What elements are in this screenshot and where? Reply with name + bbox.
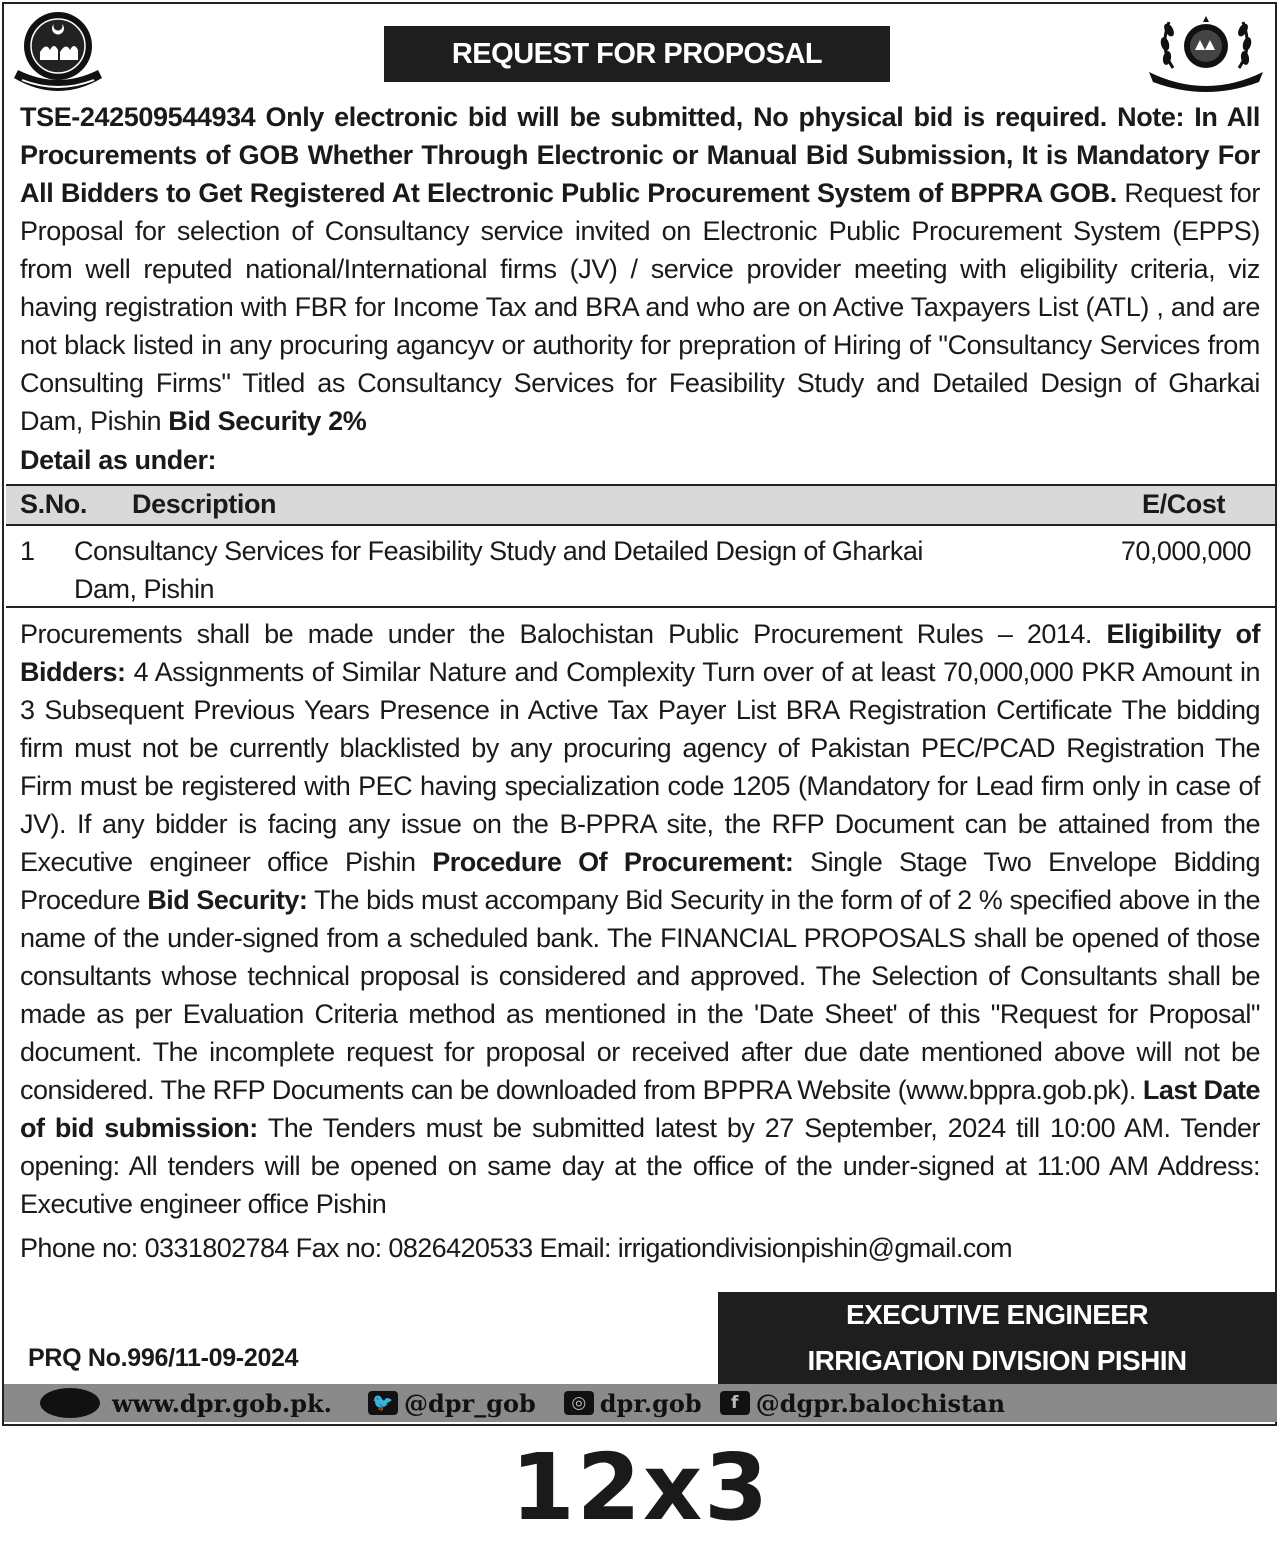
facebook-icon: f <box>720 1391 750 1415</box>
instagram-icon: ◎ <box>564 1391 594 1415</box>
intro-paragraph <box>20 98 1260 440</box>
header-cost: E/Cost <box>1142 489 1226 519</box>
intro-bid-security: Bid Security 2% <box>168 406 367 436</box>
page-title: REQUEST FOR PROPOSAL <box>384 26 890 82</box>
last-date-text: The Tenders must be submitted latest by 27 September, 2024 till 10:00 AM. Tender opening: All tenders will be opened on same day at the office of the under-signed at 11:00 AM Address: Executive engineer office Pishin <box>20 1113 1260 1219</box>
contact-line: Phone no: 0331802784 Fax no: 0826420533 Email: irrigationdivisionpishin@gmail.com <box>20 1233 1012 1263</box>
row-sno: 1 <box>20 536 35 566</box>
procedure-label: Procedure Of Procurement: <box>432 847 794 877</box>
footer-facebook[interactable] <box>720 1389 1005 1418</box>
footer-website[interactable] <box>112 1389 332 1418</box>
eligibility-label: Eligibility of Bidders: <box>20 619 1260 687</box>
table-row <box>6 528 1275 608</box>
footer-instagram[interactable] <box>564 1389 702 1418</box>
bid-security-label: Bid Security: <box>147 885 308 915</box>
last-date-label: Last Date of bid submission: <box>20 1075 1260 1143</box>
balochistan-emblem-logo <box>10 8 106 94</box>
government-seal-logo <box>1143 10 1269 92</box>
eligibility-text: 4 Assignments of Similar Nature and Complexity Turn over of at least 70,000,000 PKR Amount in 3 Subsequent Previous Years Presence in Active Tax Payer List BRA Registration Certificate The bidding firm must not be currently blacklisted by any procuring agency of Pakistan PEC/PCAD Registration The Firm must be registered with PEC having specialization code 1205 (Mandatory for Lead firm only in case of JV). If any bidder is facing any issue on the B-PPRA site, the RFP Document can be attained from the Executive engineer office Pishin <box>20 657 1260 877</box>
signature-office: IRRIGATION DIVISION PISHIN <box>807 1345 1187 1376</box>
table-header <box>6 484 1275 526</box>
globe-icon <box>40 1388 100 1418</box>
footer-twitter[interactable] <box>368 1389 536 1418</box>
intro-description: Request for Proposal for selection of Consultancy service invited on Electronic Public Procurement System (EPPS) from well reputed national/International firms (JV) / service provider meeting with eligibility criteria, viz having registration with FBR for Income Tax and BRA and who are on Active Taxpayers List (ATL) , and are not black listed in any procuring agancyv or authority for prepration of Hiring of "Consultancy Services from Consulting Firms" Titled as Consultancy Services for Feasibility Study and Detailed Design of Gharkai Dam, Pishin <box>20 178 1260 436</box>
detail-heading: Detail as under: <box>20 445 217 475</box>
terms-rules: Procurements shall be made under the Balochistan Public Procurement Rules – 2014. <box>20 619 1107 649</box>
footer-website-text: www.dpr.gob.pk. <box>112 1388 332 1418</box>
terms-paragraph <box>20 615 1260 1223</box>
signature-block <box>718 1292 1276 1384</box>
procedure-text: Single Stage Two Envelope Bidding Procedure <box>20 847 1260 915</box>
footer-twitter-text: @dpr_gob <box>403 1388 536 1418</box>
bid-security-text: The bids must accompany Bid Security in the form of of 2 % specified above in the name of the under-signed from a scheduled bank. The FINANCIAL PROPOSALS shall be opened of those consultants whose technical proposal is considered and approved. The Selection of Consultants shall be made as per Evaluation Criteria method as mentioned in the 'Date Sheet' of this "Request for Proposal" document. The incomplete request for proposal or received after due date mentioned above will not be considered. The RFP Documents can be downloaded from BPPRA Website (www.bppra.gob.pk). <box>20 885 1260 1105</box>
footer-instagram-text: dpr.gob <box>599 1388 702 1418</box>
footer-facebook-text: @dgpr.balochistan <box>755 1388 1006 1418</box>
footer-bar <box>4 1384 1277 1422</box>
twitter-icon: 🐦 <box>368 1391 398 1415</box>
prq-number: PRQ No.996/11-09-2024 <box>28 1344 299 1372</box>
intro-notice-bold: TSE-242509544934 Only electronic bid will be submitted, No physical bid is required. Note: In All Procurements of GOB Whether Through Electronic or Manual Bid Submission, It is Mandatory For All Bidders to Get Registered At Electronic Public Procurement System of BPPRA GOB. <box>20 102 1260 208</box>
ad-size-label: 12x3 <box>510 1434 771 1541</box>
row-description: Consultancy Services for Feasibility Study and Detailed Design of Gharkai Dam, Pishin <box>74 536 923 604</box>
signature-title: EXECUTIVE ENGINEER <box>846 1299 1148 1330</box>
row-cost: 70,000,000 <box>1120 536 1251 566</box>
header-description: Description <box>132 489 277 519</box>
header-sno: S.No. <box>20 489 88 519</box>
